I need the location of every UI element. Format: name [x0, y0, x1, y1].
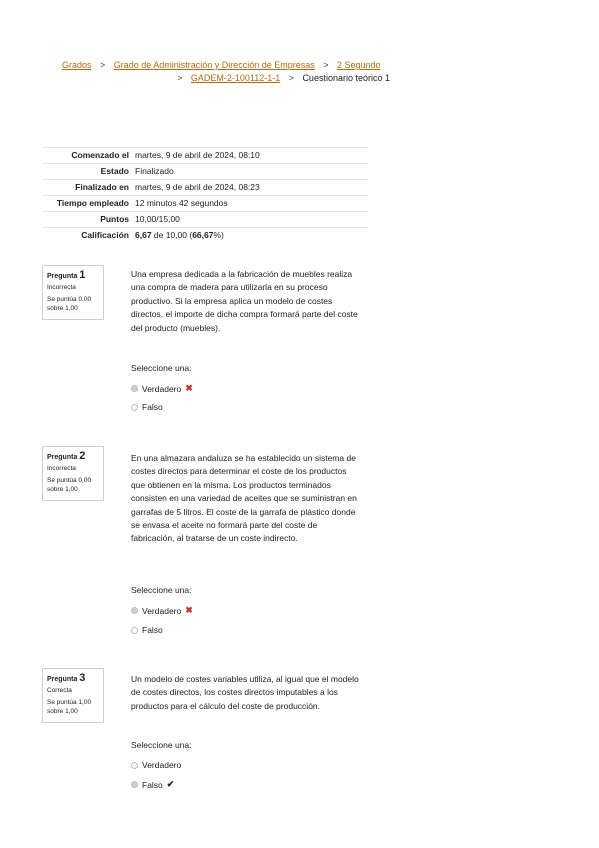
question-grade: Se puntúa 0,00 sobre 1,00	[47, 296, 92, 312]
question-grade: Se puntúa 0,00 sobre 1,00	[47, 477, 92, 493]
answer-option[interactable]	[131, 605, 193, 616]
question-info-3	[42, 668, 104, 723]
summary-value: 12 minutos 42 segundos	[132, 196, 368, 212]
breadcrumb-link-asignatura[interactable]: GADEM-2-100112-1-1	[190, 73, 281, 83]
question-number	[47, 450, 99, 462]
answer-option[interactable]	[131, 760, 181, 770]
summary-value: Finalizado	[132, 164, 368, 180]
answer-label: Falso	[142, 625, 163, 635]
breadcrumb	[62, 58, 392, 84]
answer-label: Verdadero	[142, 383, 182, 394]
summary-row	[42, 228, 368, 244]
question-grade: Se puntúa 1,00 sobre 1,00	[47, 699, 92, 715]
correct-icon: ✔	[166, 779, 175, 789]
summary-key: Puntos	[42, 212, 132, 228]
question-text: En una almazara andaluza se ha establecido un sistema de costes directos para determinar el coste de los productos que obtienen en la misma. Los productos terminados consisten en una variedad de aceites que se suministran en garrafas de 5 litros. El coste de la garrafa de plástico donde se envasa el aceite no formará parte del coste de fabricación, al tratarse de un coste indirecto.	[131, 453, 357, 544]
breadcrumb-separator: >	[323, 60, 329, 70]
question-state: Correcta	[47, 687, 72, 694]
attempt-summary-table	[42, 147, 368, 243]
answer-option[interactable]	[131, 383, 193, 394]
incorrect-icon: ✖	[185, 383, 193, 393]
answer-label: Falso	[142, 402, 163, 412]
incorrect-icon: ✖	[185, 605, 193, 615]
summary-key: Estado	[42, 164, 132, 180]
question-number-value: 1	[79, 269, 86, 281]
summary-key: Comenzado el	[42, 148, 132, 164]
question-state: Incorrecta	[47, 284, 76, 291]
summary-row	[42, 164, 368, 180]
radio-button[interactable]	[131, 781, 138, 788]
question-label: Pregunta	[47, 676, 78, 683]
answer-option[interactable]	[131, 625, 163, 635]
question-info-1	[42, 265, 104, 320]
summary-row	[42, 196, 368, 212]
radio-button[interactable]	[131, 762, 138, 769]
question-text: Una empresa dedicada a la fabricación de muebles realiza una compra de madera para utilizarla en su proceso productivo. Si la empresa aplica un modelo de costes directos, el importe de dicha compra formará parte del coste del producto (muebles).	[131, 269, 358, 333]
breadcrumb-link-curso[interactable]: 2 Segundo	[336, 60, 381, 70]
grade-score: 6,67	[135, 230, 152, 240]
breadcrumb-link-grados[interactable]: Grados	[62, 60, 92, 70]
grade-percent: 66,67	[192, 230, 214, 240]
summary-key: Calificación	[42, 228, 132, 244]
breadcrumb-link-grado[interactable]: Grado de Administración y Dirección de Empresas	[113, 60, 315, 70]
question-info-2	[42, 446, 104, 501]
summary-value: martes, 9 de abril de 2024, 08:23	[132, 180, 368, 196]
radio-button[interactable]	[131, 607, 138, 614]
answer-option[interactable]	[131, 779, 174, 790]
summary-value: 10,00/15,00	[132, 212, 368, 228]
answer-label: Falso	[142, 779, 163, 790]
radio-button[interactable]	[131, 627, 138, 634]
question-label: Pregunta	[47, 273, 78, 280]
question-label: Pregunta	[47, 454, 78, 461]
answer-prompt: Seleccione una:	[131, 585, 192, 595]
radio-button[interactable]	[131, 404, 138, 411]
answer-label: Verdadero	[142, 605, 182, 616]
question-text: Un modelo de costes variables utiliza, al igual que el modelo de costes directos, los costes directos imputables a los productos para el cálculo del coste de producción.	[131, 674, 359, 711]
summary-row	[42, 180, 368, 196]
summary-value: martes, 9 de abril de 2024, 08:10	[132, 148, 368, 164]
grade-percent-end: %)	[213, 230, 224, 240]
summary-value-grade	[132, 228, 368, 244]
answer-label: Verdadero	[142, 760, 182, 770]
summary-key: Tiempo empleado	[42, 196, 132, 212]
question-number-value: 3	[79, 672, 86, 684]
question-number	[47, 672, 99, 684]
grade-out-of: de 10,00 (	[151, 230, 193, 240]
summary-row	[42, 212, 368, 228]
question-number	[47, 269, 99, 281]
breadcrumb-separator: >	[288, 73, 294, 83]
breadcrumb-separator: >	[99, 60, 106, 70]
summary-row	[42, 148, 368, 164]
question-number-value: 2	[79, 450, 86, 462]
breadcrumb-separator: >	[177, 73, 183, 83]
answer-option[interactable]	[131, 402, 163, 412]
answer-prompt: Seleccione una:	[131, 740, 192, 750]
radio-button[interactable]	[131, 385, 138, 392]
breadcrumb-current: Cuestionario teórico 1	[302, 73, 390, 83]
question-state: Incorrecta	[47, 465, 76, 472]
summary-key: Finalizado en	[42, 180, 132, 196]
answer-prompt: Seleccione una:	[131, 363, 192, 373]
